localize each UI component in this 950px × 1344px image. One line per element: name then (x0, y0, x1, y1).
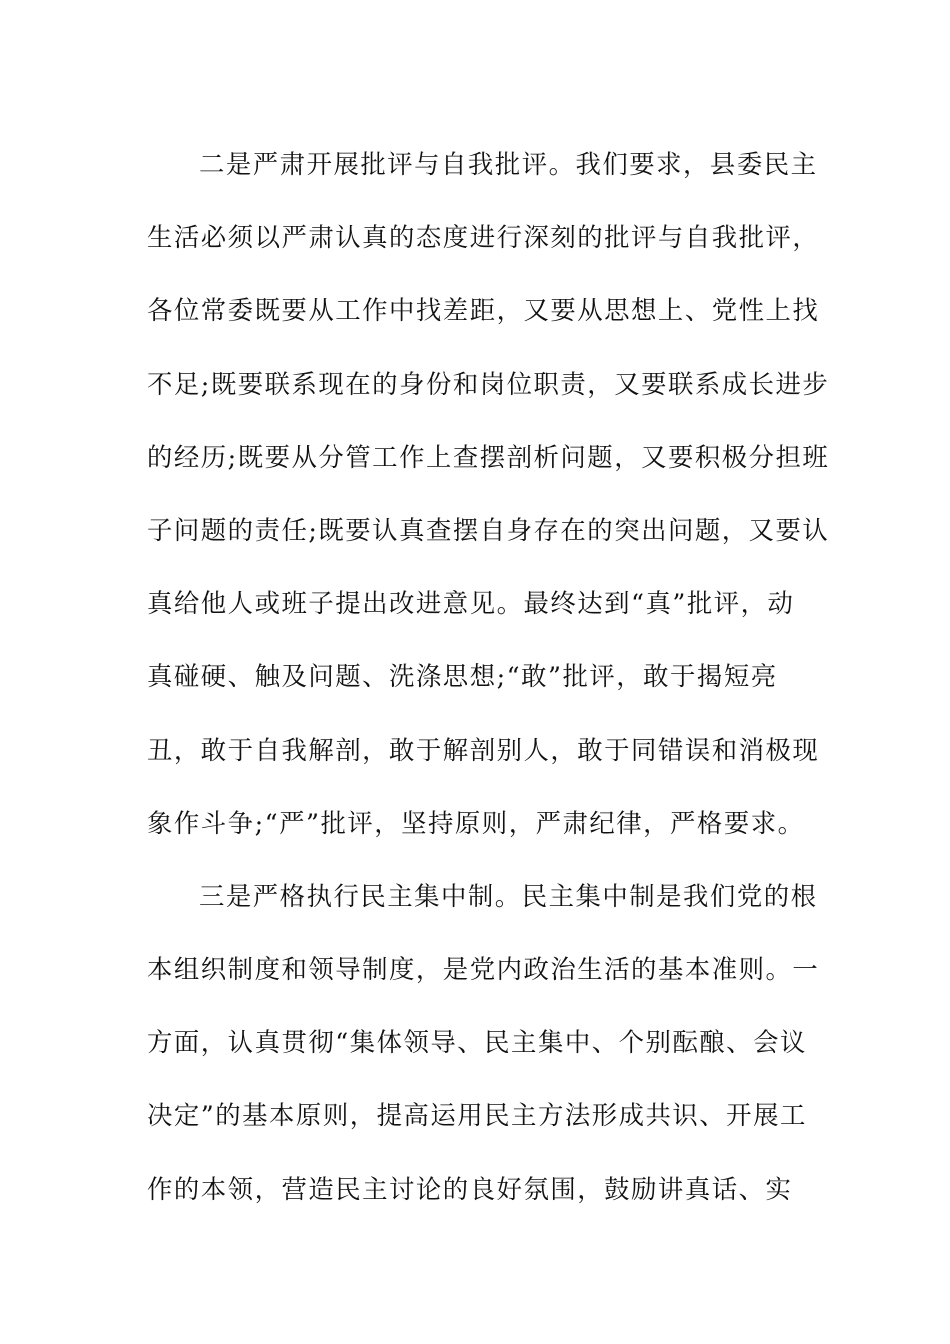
text-line: 本组织制度和领导制度，是党内政治生活的基本准则。一 (147, 954, 820, 985)
text-line: 象作斗争;“严”批评，坚持原则，严肃纪律，严格要求。 (147, 807, 805, 838)
text-line: 二是严肃开展批评与自我批评。我们要求，县委民主 (199, 149, 818, 179)
text-line: 的经历;既要从分管工作上查摆剖析问题，又要积极分担班 (147, 441, 830, 472)
text-line: 作的本领，营造民主讨论的良好氛围，鼓励讲真话、实 (147, 1173, 793, 1204)
text-line: 真碰硬、触及问题、洗涤思想;“敢”批评，敢于揭短亮 (147, 661, 778, 692)
text-line: 子问题的责任;既要认真查摆自身存在的突出问题，又要认 (147, 514, 830, 545)
body-text (147, 128, 830, 1226)
text-line: 方面，认真贯彻“集体领导、民主集中、个别酝酿、会议 (147, 1027, 807, 1058)
text-line: 丑，敢于自我解剖，敢于解剖别人，敢于同错误和消极现 (147, 734, 820, 765)
text-line: 三是严格执行民主集中制。民主集中制是我们党的根 (199, 880, 818, 911)
text-line: 真给他人或班子提出改进意见。最终达到“真”批评，动 (147, 588, 795, 619)
text-line: 决定”的基本原则，提高运用民主方法形成共识、开展工 (147, 1100, 807, 1131)
text-line: 各位常委既要从工作中找差距，又要从思想上、党性上找 (147, 295, 820, 326)
text-line: 不足;既要联系现在的身份和岗位职责，又要联系成长进步 (147, 368, 830, 399)
text-line: 生活必须以严肃认真的态度进行深刻的批评与自我批评， (147, 222, 820, 253)
